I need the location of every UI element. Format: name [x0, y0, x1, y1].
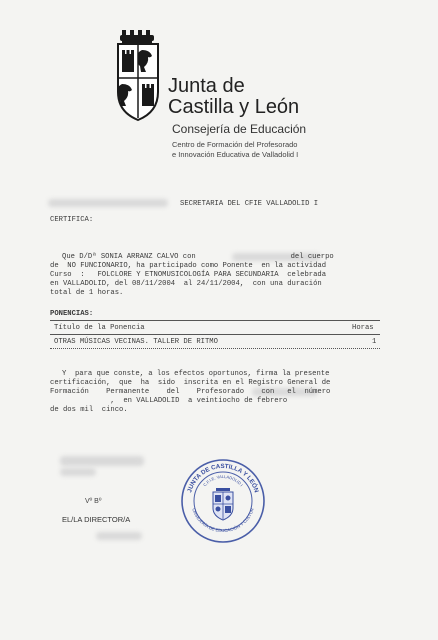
paragraph-line: de NO FUNCIONARIO, ha participado como Ponente en la actividad: [50, 262, 327, 270]
vb-label: Vº Bº: [85, 498, 102, 505]
redacted-block: [96, 532, 142, 540]
paragraph-line: total de 1 horas.: [50, 289, 124, 297]
director-label: EL/LA DIRECTOR/A: [62, 515, 131, 524]
centre-line2: e Innovación Educativa de Valladolid I: [172, 150, 299, 159]
redacted-block: [60, 456, 144, 466]
table-top-rule: [50, 320, 380, 321]
secretary-line: SECRETARIA DEL CFIE VALLADOLID I: [180, 200, 319, 208]
brand-title-line1: Junta de: [168, 75, 245, 97]
paragraph-line: de dos mil cinco.: [50, 406, 128, 414]
paragraph-line: Curso : FOLCLORE Y ETNOMUSICOLOGÍA PARA SECUNDARIA celebrada: [50, 271, 327, 279]
centre-name: [172, 140, 372, 160]
paragraph-line: en VALLADOLID, del 08/11/2004 al 24/11/2004, con una duración: [50, 280, 322, 288]
table-bottom-rule: [50, 348, 380, 349]
stamp-bottom-text: ONSEJERÍA DE EDUCACIÓN Y CULTUR: [191, 507, 255, 534]
paragraph-line: certificación, que ha sido inscrita en el Registro General de: [50, 379, 331, 387]
stamp-crest-icon: [213, 488, 233, 520]
paragraph-line: Formación Permanente del Profesorado con el número: [50, 388, 331, 396]
table-header-hours: Horas: [352, 324, 374, 332]
redacted-block: [60, 468, 96, 476]
table-row-title: OTRAS MÚSICAS VECINAS. TALLER DE RITMO: [54, 338, 218, 346]
paragraph-line: Y para que conste, a los efectos oportunos, firma la presente: [62, 370, 330, 378]
ponencias-label: PONENCIAS:: [50, 310, 94, 318]
consejeria-title: Consejería de Educación: [172, 122, 307, 136]
redacted-block: [48, 199, 168, 207]
coat-of-arms-logo: [116, 30, 160, 126]
stamp-inner-text: C.F.I.E. VALLADOLID I: [202, 473, 245, 488]
stamp-outer-text: JUNTA DE CASTILLA Y LEÓN: [186, 462, 260, 494]
certifica-label: CERTIFICA:: [50, 216, 94, 224]
brand-title-line2: Castilla y León: [168, 96, 300, 118]
paragraph-line: Que D/Dª SONIA ARRANZ CALVO con del cuerpo: [62, 253, 334, 261]
paragraph-line: , en VALLADOLID a veintiocho de febrero: [50, 397, 288, 405]
table-row-hours: 1: [372, 338, 377, 346]
centre-line1: Centro de Formación del Profesorado: [172, 140, 298, 149]
table-header-title: Título de la Ponencia: [54, 324, 145, 332]
table-header-rule: [50, 334, 380, 335]
official-stamp: [180, 458, 266, 544]
